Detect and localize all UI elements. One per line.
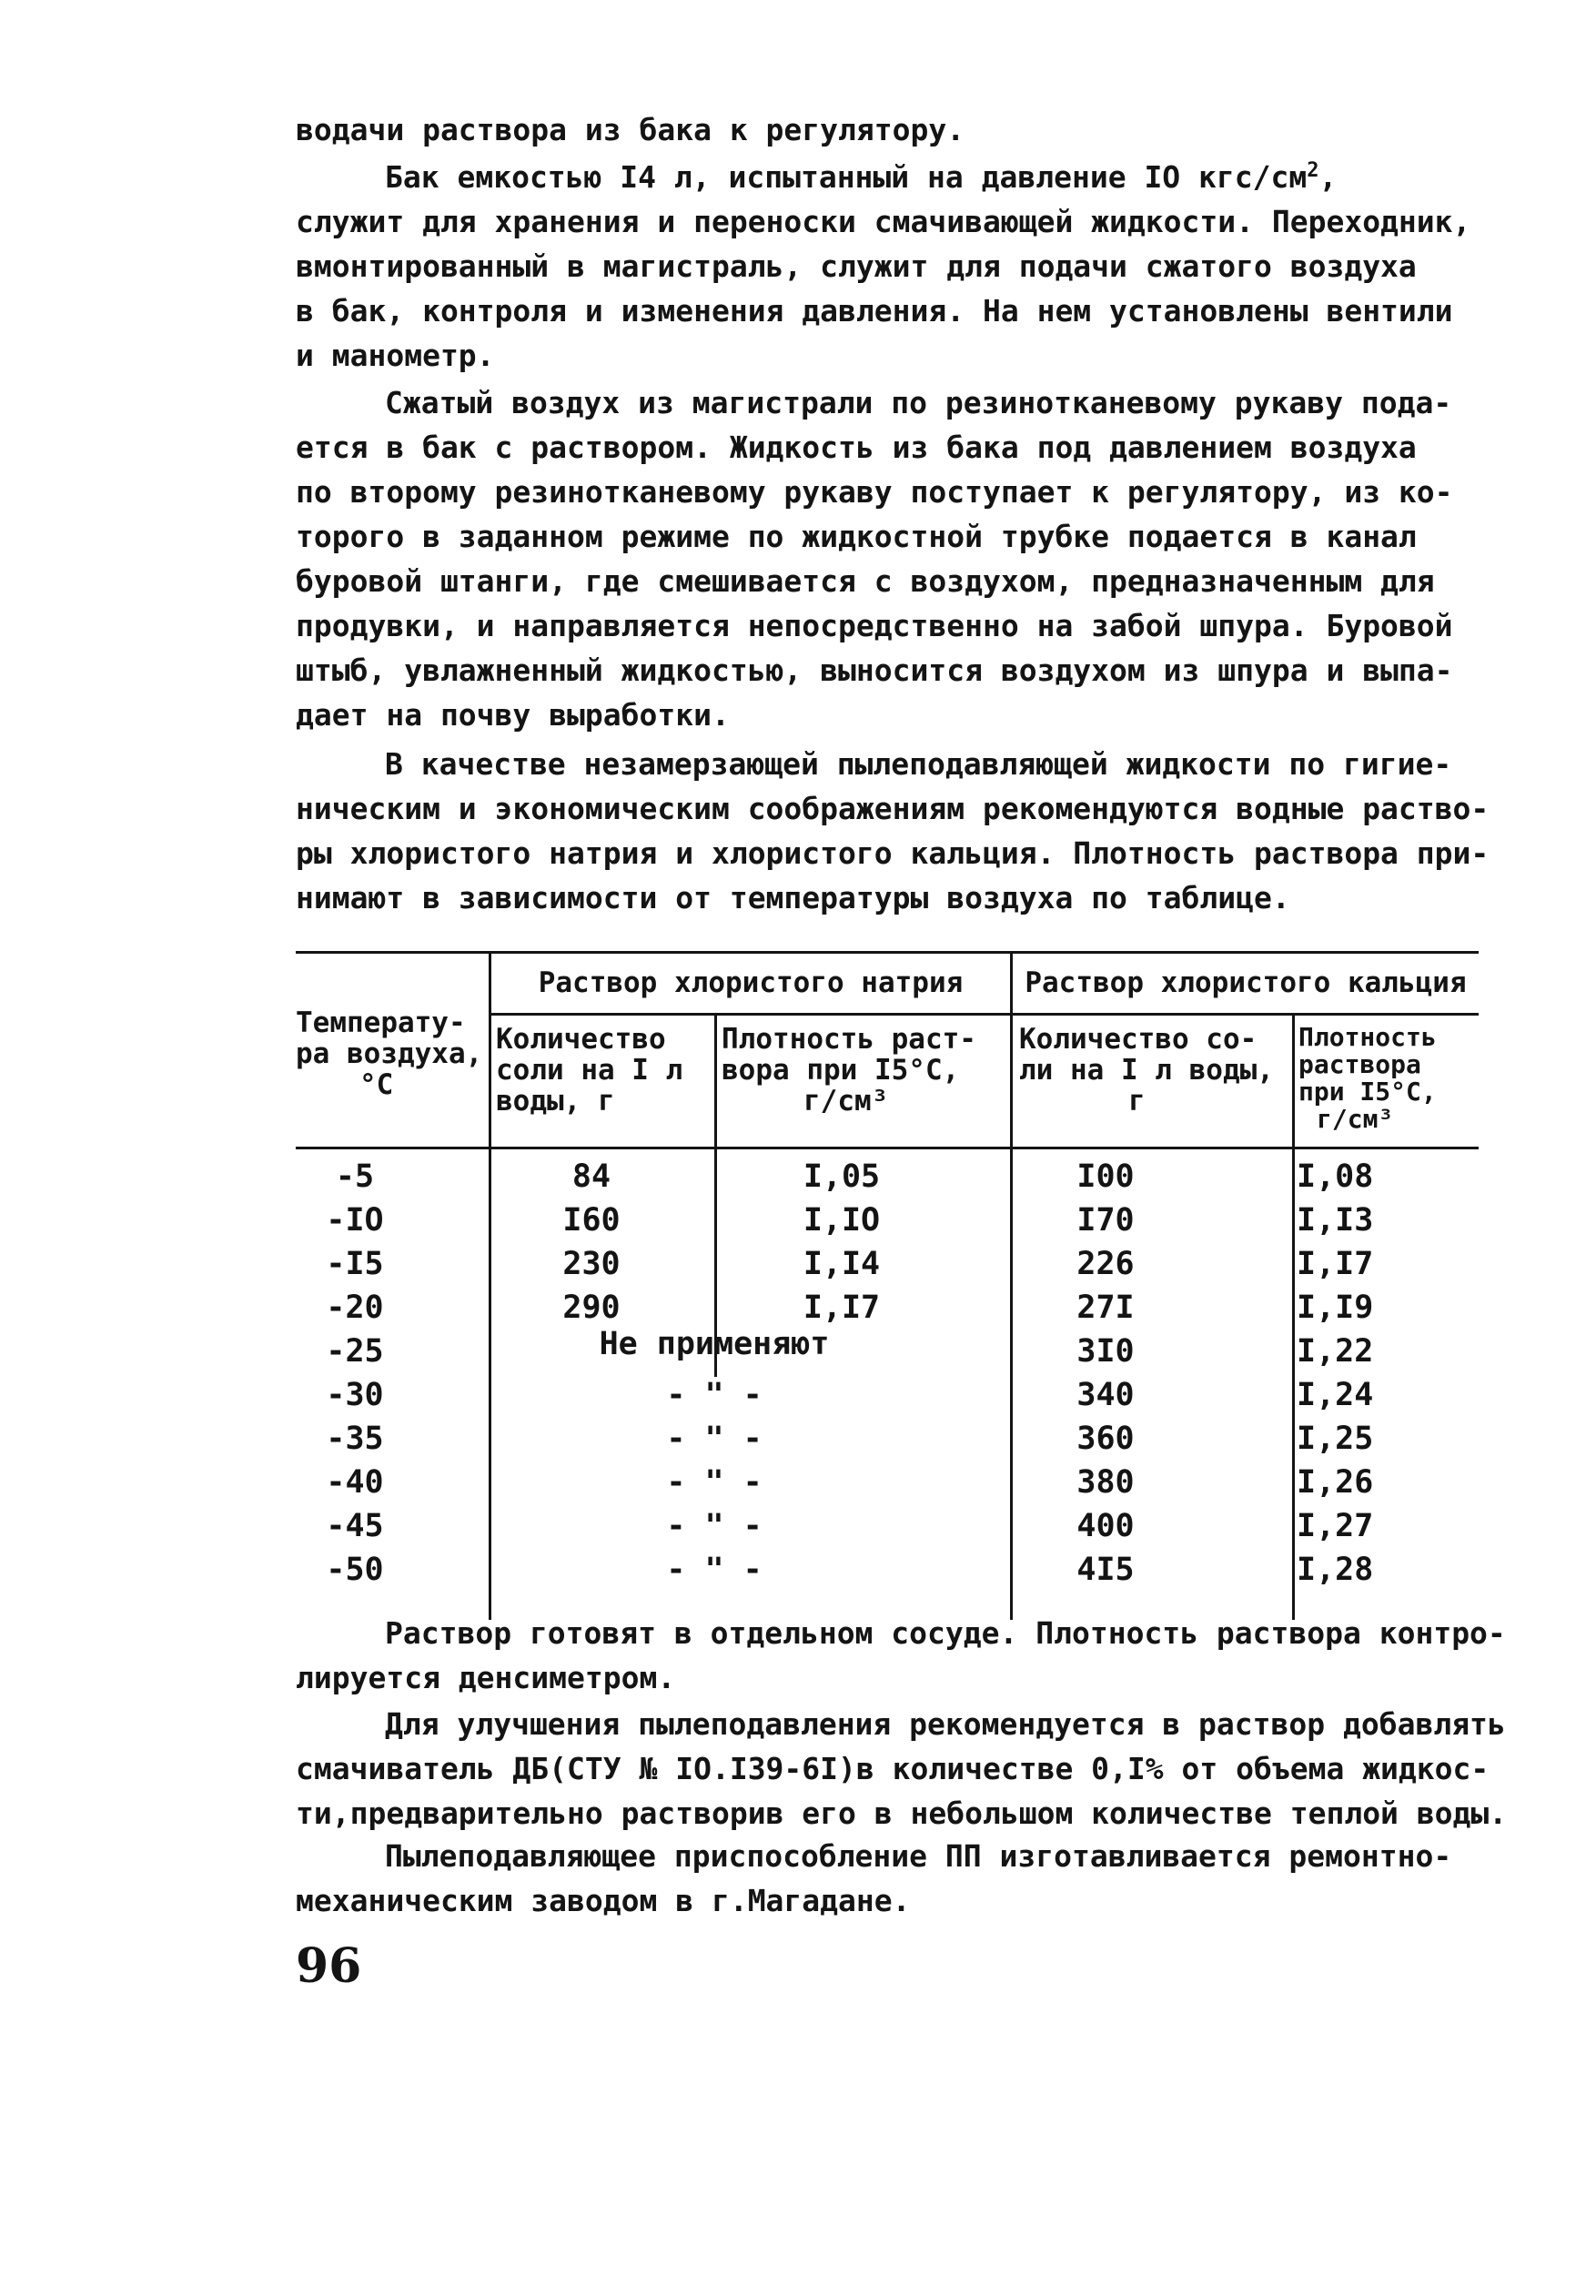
cell-calcium-density: I,28 [1297,1552,1374,1588]
text-line: ническим и экономическим соображениям рекомендуются водные раство- [296,791,1490,826]
page-number: 96 [296,1938,362,1994]
text-line: водачи раствора из бака к регулятору. [296,112,965,147]
header-line: Плотность [1298,1022,1437,1052]
cell-ditto: - " - [666,1377,763,1413]
cell-calcium-salt: 4I5 [1076,1552,1135,1588]
table-row [296,1421,1479,1464]
text-line: смачиватель ДБ(СТУ № IO.I39-6I)в количестве 0,I% от объема жидкос- [296,1751,1490,1786]
cell-ditto: - " - [666,1421,763,1457]
paragraph-3 [296,380,1501,737]
cell-calcium-salt: 27I [1076,1290,1135,1326]
header-bottom-rule [296,1147,1479,1149]
header-line: соли на I л [496,1054,683,1087]
header-calcium-salt [1019,1024,1292,1117]
density-table [296,951,1479,1620]
cell-sodium-salt: 84 [571,1158,611,1195]
cell-calcium-density: I,I9 [1297,1290,1374,1326]
cell-sodium-salt: 290 [562,1290,621,1326]
text-line: буровой штанги, где смешивается с воздухом, предназначенным для [296,563,1435,599]
cell-sodium-salt: 230 [562,1246,621,1282]
cell-temperature: -35 [326,1421,384,1457]
cell-calcium-density: I,25 [1297,1421,1374,1457]
paragraph-2 [296,155,1501,378]
text-line: продувки, и направляется непосредственно на забой шпура. Буровой [296,608,1453,643]
cell-calcium-salt: 400 [1076,1508,1135,1544]
table-row [296,1508,1479,1552]
cell-temperature: -20 [326,1290,384,1326]
text-line: Раствор готовят в отдельном сосуде. Плотность раствора контро- [385,1615,1506,1651]
cell-temperature: -50 [326,1552,384,1588]
cell-sodium-not-applied: Не применяют [599,1326,830,1362]
cell-calcium-density: I,I3 [1297,1202,1374,1239]
text-line: ры хлористого натрия и хлористого кальция. Плотность раствора при- [296,835,1490,871]
header-sodium-group: Раствор хлористого натрия [538,966,964,999]
cell-temperature: -IO [326,1202,384,1239]
text-line: вмонтированный в магистраль, служит для подачи сжатого воздуха [296,248,1417,284]
cell-calcium-density: I,26 [1297,1464,1374,1501]
text-line: по второму резинотканевому рукаву поступает к регулятору, из ко- [296,474,1453,510]
header-line: вора при I5°С, [722,1054,960,1087]
cell-calcium-salt: 226 [1076,1246,1135,1282]
cell-sodium-salt: I60 [562,1202,621,1239]
cell-calcium-density: I,27 [1297,1508,1374,1544]
text-line: нимают в зависимости от температуры воздуха по таблице. [296,880,1290,915]
text-line: ти,предварительно растворив его в небольшом количестве теплой воды. [296,1795,1508,1831]
text-line: служит для хранения и переноски смачивающей жидкости. Переходник, [296,204,1471,239]
paragraph-5 [296,1611,1506,1700]
header-calcium-density [1298,1024,1479,1133]
header-line: г/см³ [1317,1104,1394,1134]
header-line: Температу- [296,1006,466,1039]
header-line: раствора [1298,1049,1421,1079]
text-line [296,155,1501,199]
cell-calcium-density: I,24 [1297,1377,1374,1413]
text-line: Сжатый воздух из магистрали по резинотканевому рукаву пода- [385,385,1452,420]
header-sodium-salt [496,1024,714,1117]
text-line: лируется денсиметром. [296,1660,676,1695]
cell-sodium-density: I,05 [803,1158,881,1195]
table-row [296,1158,1479,1202]
group-header-rule [491,1013,1479,1016]
header-line: при I5°С, [1298,1077,1437,1107]
text-line: механическим заводом в г.Магадане. [296,1883,911,1918]
text-line: ется в бак с раствором. Жидкость из бака под давлением воздуха [296,430,1417,465]
cell-temperature: -25 [326,1333,384,1370]
table-row [296,1246,1479,1290]
text-line: и манометр. [296,338,495,373]
cell-calcium-salt: I70 [1076,1202,1135,1239]
cell-calcium-salt: I00 [1076,1158,1135,1195]
header-line: г [1128,1085,1146,1118]
text-line: В качестве незамерзающей пылеподавляющей жидкости по гигие- [385,746,1452,782]
header-line: г/см³ [803,1085,889,1118]
cell-sodium-density: I,I7 [803,1290,881,1326]
paragraph-6 [296,1702,1508,1836]
cell-temperature: -30 [326,1377,384,1413]
header-line: ли на I л воды, [1019,1054,1274,1087]
cell-sodium-density: I,IO [803,1202,881,1239]
table-row [296,1464,1479,1508]
superscript: 2 [1307,159,1319,182]
cell-ditto: - " - [666,1508,763,1544]
cell-temperature: -40 [326,1464,384,1501]
text-line: торого в заданном режиме по жидкостной трубке подается в канал [296,519,1417,554]
cell-temperature: -I5 [326,1246,384,1282]
cell-ditto: - " - [666,1464,763,1501]
cell-sodium-density: I,I4 [803,1246,881,1282]
cell-calcium-salt: 380 [1076,1464,1135,1501]
header-line: ра воздуха, [296,1037,483,1070]
table-row [296,1326,1479,1377]
table-row [296,1202,1479,1246]
text-line: в бак, контроля и изменения давления. На нем установлены вентили [296,293,1453,329]
cell-temperature: -45 [326,1508,384,1544]
text-line-part: Бак емкостью I4 л, испытанный на давление IO кгс/см [385,159,1308,195]
text-line: Для улучшения пылеподавления рекомендуется в раствор добавлять [385,1706,1506,1742]
header-line: воды, г [496,1085,615,1118]
cell-calcium-density: I,I7 [1297,1246,1374,1282]
text-line: дает на почву выработки. [296,697,730,733]
header-line: Количество [496,1023,666,1056]
cell-calcium-density: I,22 [1297,1333,1374,1370]
header-calcium-group: Раствор хлористого кальция [1025,966,1467,999]
cell-calcium-salt: 340 [1076,1377,1135,1413]
table-row [296,1552,1479,1595]
cell-temperature: -5 [335,1158,375,1195]
header-temperature [296,1007,487,1100]
table-row [296,1377,1479,1421]
text-line-part: , [1318,159,1338,195]
paragraph-1 [296,107,1501,152]
header-sodium-density [722,1024,1008,1117]
header-line: Плотность раст- [722,1023,976,1056]
cell-ditto: - " - [666,1552,763,1588]
text-line: Пылеподавляющее приспособление ПП изготавливается ремонтно- [385,1838,1452,1874]
paragraph-7 [296,1834,1501,1923]
paragraph-4 [296,742,1501,920]
header-line: °С [359,1068,394,1101]
text-line: штыб, увлажненный жидкостью, выносится воздухом из шпура и выпа- [296,652,1453,688]
table-top-rule [296,951,1479,954]
cell-calcium-salt: 3I0 [1076,1333,1135,1370]
cell-calcium-density: I,08 [1297,1158,1374,1195]
header-line: Количество со- [1019,1023,1258,1056]
cell-calcium-salt: 360 [1076,1421,1135,1457]
